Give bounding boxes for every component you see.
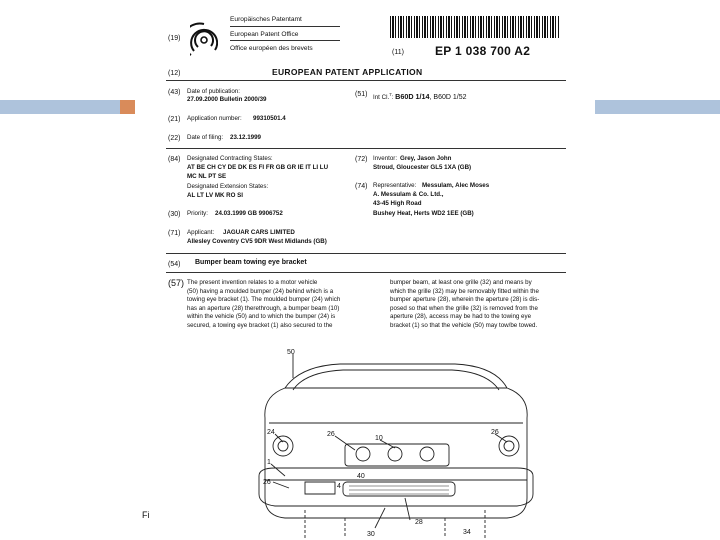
figure-label: 1 bbox=[267, 459, 271, 466]
applicant-code: (71) bbox=[168, 230, 181, 237]
int-cl-label: Int Cl. bbox=[373, 94, 390, 102]
office-name-en: European Patent Office bbox=[230, 31, 299, 38]
ext-states-label: Designated Extension States: bbox=[187, 183, 269, 190]
figure-label: 30 bbox=[367, 531, 375, 538]
invention-title: Bumper beam towing eye bracket bbox=[195, 259, 307, 266]
epo-logo-icon bbox=[190, 22, 218, 58]
abstract-left-line: (50) having a moulded bumper (24) behind which is a bbox=[187, 287, 334, 295]
pub-date-value: 27.09.2000 Bulletin 2000/39 bbox=[187, 96, 267, 103]
inventor-name: Grey, Jason John bbox=[400, 155, 452, 162]
abstract-left-line: has an aperture (28) therethrough, a bumper beam (10) bbox=[187, 304, 340, 312]
publication-number: EP 1 038 700 A2 bbox=[435, 44, 531, 58]
app-number-value: 99310501.4 bbox=[253, 115, 286, 122]
office-name-de: Europäisches Patentamt bbox=[230, 16, 302, 23]
int-cl-line: Int Cl.$^7$: B60D 1/14, B60D 1/52 bbox=[373, 92, 467, 102]
states-line-2: MC NL PT SE bbox=[187, 173, 227, 180]
figure-label: 26 bbox=[491, 429, 499, 436]
states-code: (84) bbox=[168, 156, 181, 163]
barcode bbox=[390, 16, 560, 38]
applicant-address: Allesley Coventry CV5 9DR West Midlands (GB) bbox=[187, 238, 327, 245]
states-label: Designated Contracting States: bbox=[187, 155, 273, 162]
int-cl-code: (51) bbox=[355, 91, 368, 98]
vehicle-rear-drawing bbox=[245, 348, 545, 540]
abstract-left-line: The present invention relates to a motor vehicle bbox=[187, 279, 318, 286]
document-type: EUROPEAN PATENT APPLICATION bbox=[272, 67, 423, 77]
filing-date-code: (22) bbox=[168, 135, 181, 142]
abstract-right-column bbox=[390, 279, 570, 330]
figure-label: 34 bbox=[463, 529, 471, 536]
representative-label: Representative: bbox=[373, 182, 417, 189]
patent-document bbox=[140, 0, 592, 540]
int-cl-superscript: 7 bbox=[389, 92, 392, 97]
abstract-right-line: posed so that when the grille (32) is removed from the bbox=[390, 304, 538, 312]
representative-line-2: 43-45 High Road bbox=[373, 200, 422, 207]
pub-date-code: (43) bbox=[168, 89, 181, 96]
figure-mark: Fi bbox=[142, 510, 150, 520]
inventor-code: (72) bbox=[355, 156, 368, 163]
header-rule-1 bbox=[230, 26, 340, 27]
biblio-separator bbox=[166, 148, 566, 149]
filing-date-label: Date of filing: bbox=[187, 134, 224, 141]
int-cl-secondary: , B60D 1/52 bbox=[429, 94, 467, 102]
figure-label: 4 bbox=[337, 483, 341, 490]
app-number-code: (21) bbox=[168, 116, 181, 123]
app-number-label: Application number: bbox=[187, 115, 242, 122]
states-line-1: AT BE CH CY DE DK ES FI FR GB GR IE IT LI LU bbox=[187, 164, 329, 171]
priority-label: Priority: bbox=[187, 210, 208, 217]
inventor-label: Inventor: bbox=[373, 155, 398, 162]
figure-label: 24 bbox=[267, 429, 275, 436]
figure-label: 26 bbox=[263, 479, 271, 486]
abstract-left-column bbox=[187, 279, 363, 330]
slide-decor-bar-right bbox=[595, 100, 720, 114]
abstract-right-line: bumper aperture (28), wherein the aperture (28) is dis- bbox=[390, 296, 540, 303]
representative-code: (74) bbox=[355, 183, 368, 190]
applicant-label: Applicant: bbox=[187, 229, 215, 236]
priority-value: 24.03.1999 GB 9906752 bbox=[215, 210, 283, 217]
code-11: (11) bbox=[392, 49, 404, 56]
abstract-left-line: secured, a towing eye bracket (1) also secured to the bbox=[187, 321, 333, 329]
figure-label: 26 bbox=[327, 431, 335, 438]
title-code: (54) bbox=[168, 261, 181, 268]
abstract-left-line: towing eye bracket (1). The moulded bumper (24) which bbox=[187, 296, 341, 303]
abstract-right-line: aperture (28), access may be had to the towing eye bbox=[390, 313, 532, 320]
priority-code: (30) bbox=[168, 211, 181, 218]
title-separator-bottom bbox=[166, 272, 566, 273]
header-separator bbox=[166, 80, 566, 81]
abstract-right-line: bracket (1) so that the vehicle (50) may tow/be towed. bbox=[390, 321, 538, 329]
code-12: (12) bbox=[168, 70, 181, 77]
title-separator-top bbox=[166, 253, 566, 254]
applicant-name: JAGUAR CARS LIMITED bbox=[223, 229, 295, 236]
header-rule-2 bbox=[230, 40, 340, 41]
figure-label: 10 bbox=[375, 435, 383, 442]
representative-name: Messulam, Alec Moses bbox=[422, 182, 490, 189]
inventor-address: Stroud, Gloucester GL5 1XA (GB) bbox=[373, 164, 472, 171]
slide-decor-accent bbox=[120, 100, 135, 114]
figure-label: 40 bbox=[357, 473, 365, 480]
figure-label: 28 bbox=[415, 519, 423, 526]
filing-date-value: 23.12.1999 bbox=[230, 134, 261, 141]
representative-line-3: Bushey Heat, Herts WD2 1EE (GB) bbox=[373, 210, 474, 217]
ext-states-value: AL LT LV MK RO SI bbox=[187, 192, 244, 199]
office-name-fr: Office européen des brevets bbox=[230, 45, 313, 52]
pub-date-label: Date of publication: bbox=[187, 88, 240, 95]
abstract-right-line: bumper beam, at least one grille (32) and means by bbox=[390, 279, 532, 286]
code-19: (19) bbox=[168, 35, 181, 42]
abstract-right-line: which the grille (32) may be removably fitted within the bbox=[390, 287, 539, 295]
slide-decor-bar-left bbox=[0, 100, 120, 114]
abstract-left-line: within the vehicle (50) and to which the bumper (24) is bbox=[187, 313, 336, 320]
figure-label: 50 bbox=[287, 349, 295, 356]
representative-line-1: A. Messulam & Co. Ltd., bbox=[373, 191, 444, 198]
int-cl-primary: B60D 1/14 bbox=[395, 92, 430, 102]
abstract-code: (57) bbox=[168, 278, 185, 288]
